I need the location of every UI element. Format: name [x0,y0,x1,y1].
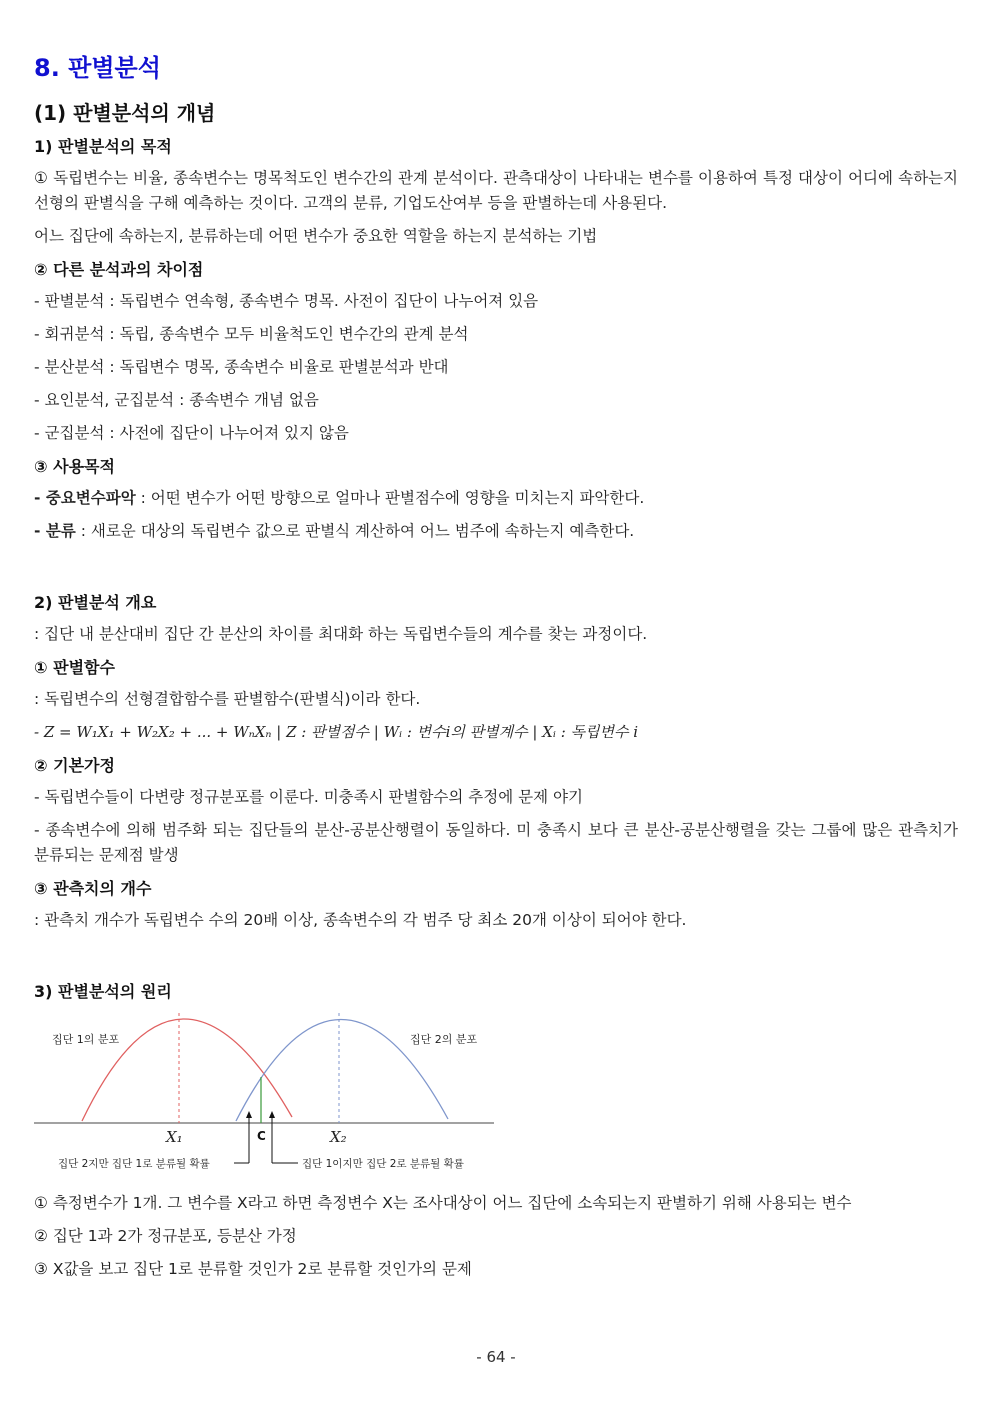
list-item [34,486,958,511]
subsection-heading-overview: 2) 판별분석 개요 [34,593,157,612]
func-heading: ① 판별함수 [34,658,115,677]
formula: - Z = W₁X₁ + W₂X₂ + ... + WₙXₙ | Z : 판별점수 | Wᵢ : 변수i의 판별계수 | Xᵢ : 독립변수 i [34,723,639,741]
list-item: ③ X값을 보고 집단 1로 분류할 것인가 2로 분류할 것인가의 문제 [34,1260,472,1278]
diff-heading: ② 다른 분석과의 차이점 [34,260,204,279]
misclass-left-label: 집단 2지만 집단 1로 분류될 확률 [58,1158,210,1170]
cutoff-label: C [257,1129,266,1143]
assume-heading: ② 기본가정 [34,756,115,775]
group1-label: 집단 1의 분포 [52,1033,120,1046]
list-item: - 요인분석, 군집분석 : 종속변수 개념 없음 [34,391,319,409]
right-arrowhead [269,1111,275,1118]
list-item: - 독립변수들이 다변량 정규분포를 이룬다. 미충족시 판별함수의 추정에 문제 야기 [34,788,583,806]
item-label: - 분류 [34,522,76,540]
subsection-heading-principle: 3) 판별분석의 원리 [34,982,172,1001]
item-text: : 어떤 변수가 어떤 방향으로 얼마나 판별점수에 영향을 미치는지 파악한다. [135,489,645,507]
list-item: - 분산분석 : 독립변수 명목, 종속변수 비율로 판별분석과 반대 [34,358,449,376]
paragraph: 어느 집단에 속하는지, 분류하는데 어떤 변수가 중요한 역할을 하는지 분석하는 기법 [34,227,598,245]
list-item: ① 측정변수가 1개. 그 변수를 X라고 하면 측정변수 X는 조사대상이 어느 집단에 소속되는지 판별하기 위해 사용되는 변수 [34,1194,852,1212]
list-item: - 회귀분석 : 독립, 종속변수 모두 비율척도인 변수간의 관계 분석 [34,325,469,343]
page-title: 8. 판별분석 [34,54,161,82]
page-number: - 64 - [476,1348,516,1366]
purpose-heading: ③ 사용목적 [34,457,115,476]
x2-label: X₂ [330,1128,347,1146]
subsection-heading-purpose: 1) 판별분석의 목적 [34,137,172,156]
list-item: - 판별분석 : 독립변수 연속형, 종속변수 명목. 사전이 집단이 나누어져 있음 [34,292,539,310]
group2-label: 집단 2의 분포 [410,1033,478,1046]
left-arrowhead [246,1111,252,1118]
item-text: : 새로운 대상의 독립변수 값으로 판별식 계산하여 어느 범주에 속하는지 예측한다. [75,522,635,540]
paragraph: : 집단 내 분산대비 집단 간 분산의 차이를 최대화 하는 독립변수들의 계수를 찾는 과정이다. [34,625,648,643]
list-item [34,519,958,544]
item-label: - 중요변수파악 [34,489,136,507]
paragraph: : 관측치 개수가 독립변수 수의 20배 이상, 종속변수의 각 범주 당 최소 20개 이상이 되어야 한다. [34,911,687,929]
section-heading: (1) 판별분석의 개념 [34,101,216,125]
paragraph: : 독립변수의 선형결합함수를 판별함수(판별식)이라 한다. [34,690,421,708]
list-item: - 종속변수에 의해 범주화 되는 집단들의 분산-공분산행렬이 동일하다. 미 충족시 보다 큰 분산-공분산행렬을 갖는 그룹에 많은 관측치가 분류되는 문제점 발생 [34,821,958,864]
distribution-figure [34,1011,504,1181]
distribution-diagram [34,1011,504,1181]
list-item: - 군집분석 : 사전에 집단이 나누어져 있지 않음 [34,424,349,442]
paragraph: ① 독립변수는 비율, 종속변수는 명목척도인 변수간의 관계 분석이다. 관측대상이 나타내는 변수를 이용하여 특정 대상이 어디에 속하는지 선형의 판별식을 구해 예측하는 것이다. 고객의 분류, 기업도산여부 등을 판별하는데 사용된다. [34,169,958,212]
document-page [34,48,958,1290]
list-item: ② 집단 1과 2가 정규분포, 등분산 가정 [34,1227,297,1245]
misclass-right-label: 집단 1이지만 집단 2로 분류될 확률 [302,1158,464,1170]
count-heading: ③ 관측치의 개수 [34,879,152,898]
x1-label: X₁ [166,1128,183,1146]
